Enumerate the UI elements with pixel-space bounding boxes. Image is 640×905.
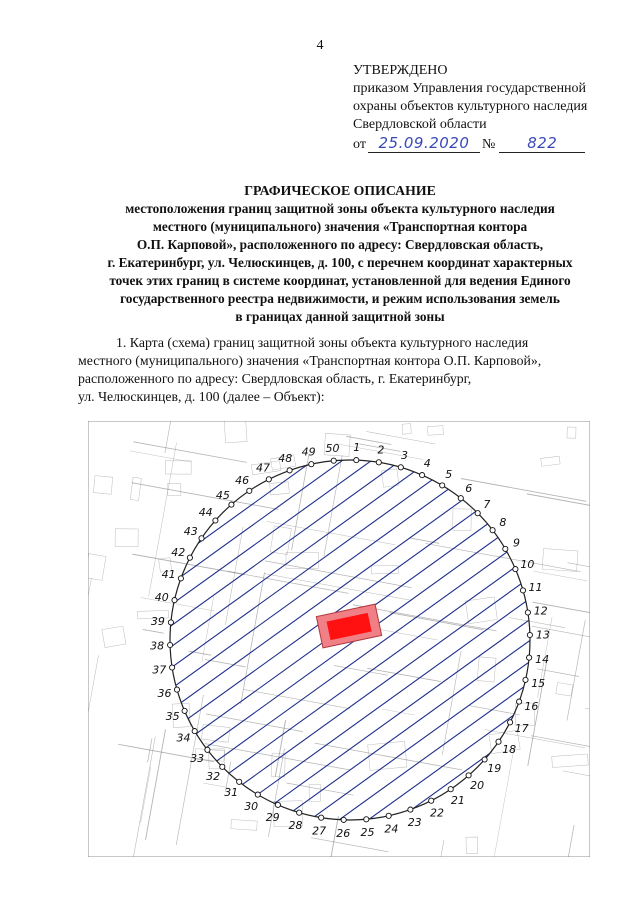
boundary-point-5 — [440, 483, 445, 488]
boundary-point-12 — [525, 610, 530, 615]
approval-date: 25.09.2020 — [368, 134, 480, 153]
boundary-point-label-39: 39 — [150, 615, 165, 629]
boundary-point-label-34: 34 — [176, 731, 191, 745]
title-line-1: местоположения границ защитной зоны объекта культурного наследия — [125, 201, 555, 216]
boundary-point-label-46: 46 — [235, 474, 250, 487]
approval-number: 822 — [499, 134, 585, 153]
boundary-point-46 — [247, 488, 252, 493]
boundary-point-39 — [168, 620, 173, 625]
boundary-point-label-22: 22 — [430, 806, 444, 820]
boundary-point-23 — [408, 807, 413, 812]
approval-number-label: № — [481, 137, 496, 152]
paragraph-line-4: ул. Челюскинцев, д. 100 (далее – Объект): — [78, 389, 325, 404]
boundary-point-47 — [266, 477, 271, 482]
title-line-5: точек этих границ в системе координат, установленной для ведения Единого — [109, 273, 571, 288]
title-line-7: в границах данной защитной зоны — [235, 309, 445, 324]
paragraph-line-1: 1. Карта (схема) границ защитной зоны объекта культурного наследия — [116, 335, 529, 350]
section-1-paragraph — [78, 334, 598, 406]
boundary-point-45 — [229, 502, 234, 507]
boundary-point-label-49: 49 — [301, 445, 316, 459]
boundary-point-label-37: 37 — [152, 663, 167, 677]
approval-from-label: от — [353, 137, 366, 152]
title-line-3: О.П. Карповой», расположенного по адресу: Свердловская область, — [136, 237, 544, 252]
boundary-point-label-11: 11 — [528, 580, 543, 594]
boundary-point-10 — [513, 567, 518, 572]
boundary-point-20 — [466, 773, 471, 778]
boundary-point-label-17: 17 — [514, 722, 529, 736]
protection-zone-map — [88, 421, 590, 857]
boundary-point-label-25: 25 — [360, 826, 375, 840]
boundary-point-label-19: 19 — [487, 762, 502, 776]
map-svg — [88, 421, 590, 857]
page-number: 4 — [316, 38, 324, 53]
boundary-point-42 — [187, 555, 192, 560]
boundary-point-label-16: 16 — [524, 700, 539, 713]
boundary-point-43 — [199, 536, 204, 541]
boundary-point-11 — [520, 588, 525, 593]
boundary-point-label-15: 15 — [531, 676, 546, 690]
boundary-point-21 — [448, 787, 453, 792]
boundary-point-4 — [420, 473, 425, 478]
boundary-point-label-30: 30 — [244, 799, 259, 813]
boundary-point-label-10: 10 — [520, 558, 535, 571]
title-main: ГРАФИЧЕСКОЕ ОПИСАНИЕ — [244, 183, 436, 198]
boundary-point-24 — [386, 813, 391, 818]
approval-line-2: охраны объектов культурного наследия — [353, 99, 588, 114]
paragraph-line-2: местного (муниципального) значения «Транспортная контора О.П. Карповой», — [78, 353, 542, 368]
boundary-point-44 — [213, 518, 218, 523]
boundary-point-25 — [364, 817, 369, 822]
boundary-point-7 — [475, 511, 480, 516]
paragraph-line-3: расположенного по адресу: Свердловская область, г. Екатеринбург, — [78, 371, 472, 386]
boundary-point-37 — [170, 665, 175, 670]
boundary-point-18 — [496, 739, 501, 744]
boundary-point-2 — [376, 460, 381, 465]
boundary-point-16 — [517, 699, 522, 704]
boundary-point-label-45: 45 — [215, 488, 230, 502]
approval-line-1: приказом Управления государственной — [353, 81, 587, 96]
boundary-point-31 — [237, 779, 242, 784]
boundary-point-1 — [354, 458, 359, 463]
boundary-point-label-28: 28 — [288, 819, 303, 833]
boundary-point-14 — [527, 655, 532, 660]
boundary-point-32 — [220, 764, 225, 769]
approval-signature-row — [353, 134, 587, 154]
boundary-point-38 — [168, 642, 173, 647]
boundary-point-label-7: 7 — [483, 498, 491, 511]
boundary-point-48 — [287, 468, 292, 473]
boundary-point-label-4: 4 — [423, 457, 431, 471]
boundary-point-label-5: 5 — [445, 468, 453, 482]
boundary-point-label-3: 3 — [401, 448, 408, 462]
boundary-point-3 — [398, 465, 403, 470]
boundary-point-label-13: 13 — [535, 628, 550, 642]
boundary-point-6 — [458, 496, 463, 501]
boundary-point-label-36: 36 — [157, 687, 172, 701]
boundary-point-34 — [192, 729, 197, 734]
boundary-point-label-42: 42 — [171, 545, 186, 559]
boundary-point-label-26: 26 — [336, 826, 351, 840]
boundary-point-label-48: 48 — [278, 452, 293, 466]
boundary-point-label-27: 27 — [312, 824, 327, 838]
boundary-point-label-12: 12 — [533, 604, 548, 618]
boundary-point-22 — [429, 798, 434, 803]
boundary-point-label-20: 20 — [470, 779, 485, 793]
boundary-point-label-23: 23 — [407, 815, 422, 829]
boundary-point-label-50: 50 — [325, 441, 340, 455]
boundary-point-label-24: 24 — [384, 822, 399, 836]
title-line-4: г. Екатеринбург, ул. Челюскинцев, д. 100, с перечнем координат характерных — [107, 255, 573, 270]
boundary-point-17 — [508, 720, 513, 725]
boundary-point-label-31: 31 — [224, 786, 239, 800]
boundary-point-36 — [174, 687, 179, 692]
boundary-point-label-35: 35 — [165, 710, 180, 723]
boundary-point-label-41: 41 — [161, 568, 176, 581]
title-line-2: местного (муниципального) значения «Транспортная контора — [152, 219, 528, 234]
boundary-point-40 — [172, 598, 177, 603]
boundary-point-label-14: 14 — [535, 652, 550, 666]
boundary-point-label-33: 33 — [190, 751, 205, 765]
boundary-point-label-21: 21 — [450, 794, 465, 807]
boundary-point-label-2: 2 — [377, 443, 385, 457]
boundary-point-9 — [503, 546, 508, 551]
boundary-point-label-38: 38 — [150, 639, 165, 653]
boundary-point-8 — [490, 528, 495, 533]
boundary-point-27 — [319, 815, 324, 820]
boundary-point-35 — [182, 708, 187, 713]
boundary-point-26 — [341, 817, 346, 822]
boundary-point-41 — [178, 576, 183, 581]
boundary-point-label-8: 8 — [499, 516, 507, 530]
boundary-point-label-6: 6 — [465, 481, 473, 495]
approval-heading: УТВЕРЖДЕНО — [353, 63, 448, 78]
boundary-point-13 — [527, 632, 532, 637]
boundary-point-label-32: 32 — [206, 770, 221, 783]
boundary-point-label-9: 9 — [513, 536, 520, 550]
boundary-point-label-1: 1 — [353, 441, 361, 455]
approval-line-3: Свердловской области — [353, 117, 487, 132]
boundary-point-label-47: 47 — [256, 461, 270, 475]
boundary-point-30 — [255, 792, 260, 797]
boundary-point-label-29: 29 — [265, 810, 280, 824]
boundary-point-50 — [331, 458, 336, 463]
boundary-point-29 — [275, 802, 280, 807]
approval-stamp — [353, 62, 587, 154]
boundary-point-label-40: 40 — [154, 591, 169, 605]
boundary-point-label-44: 44 — [198, 505, 213, 519]
boundary-point-label-18: 18 — [502, 743, 517, 756]
title-line-6: государственного реестра недвижимости, и режим использования земель — [120, 291, 560, 306]
boundary-point-33 — [205, 747, 210, 752]
boundary-point-28 — [297, 810, 302, 815]
boundary-point-49 — [309, 462, 314, 467]
boundary-point-15 — [523, 677, 528, 682]
boundary-point-label-43: 43 — [183, 525, 198, 538]
document-title — [60, 182, 620, 326]
